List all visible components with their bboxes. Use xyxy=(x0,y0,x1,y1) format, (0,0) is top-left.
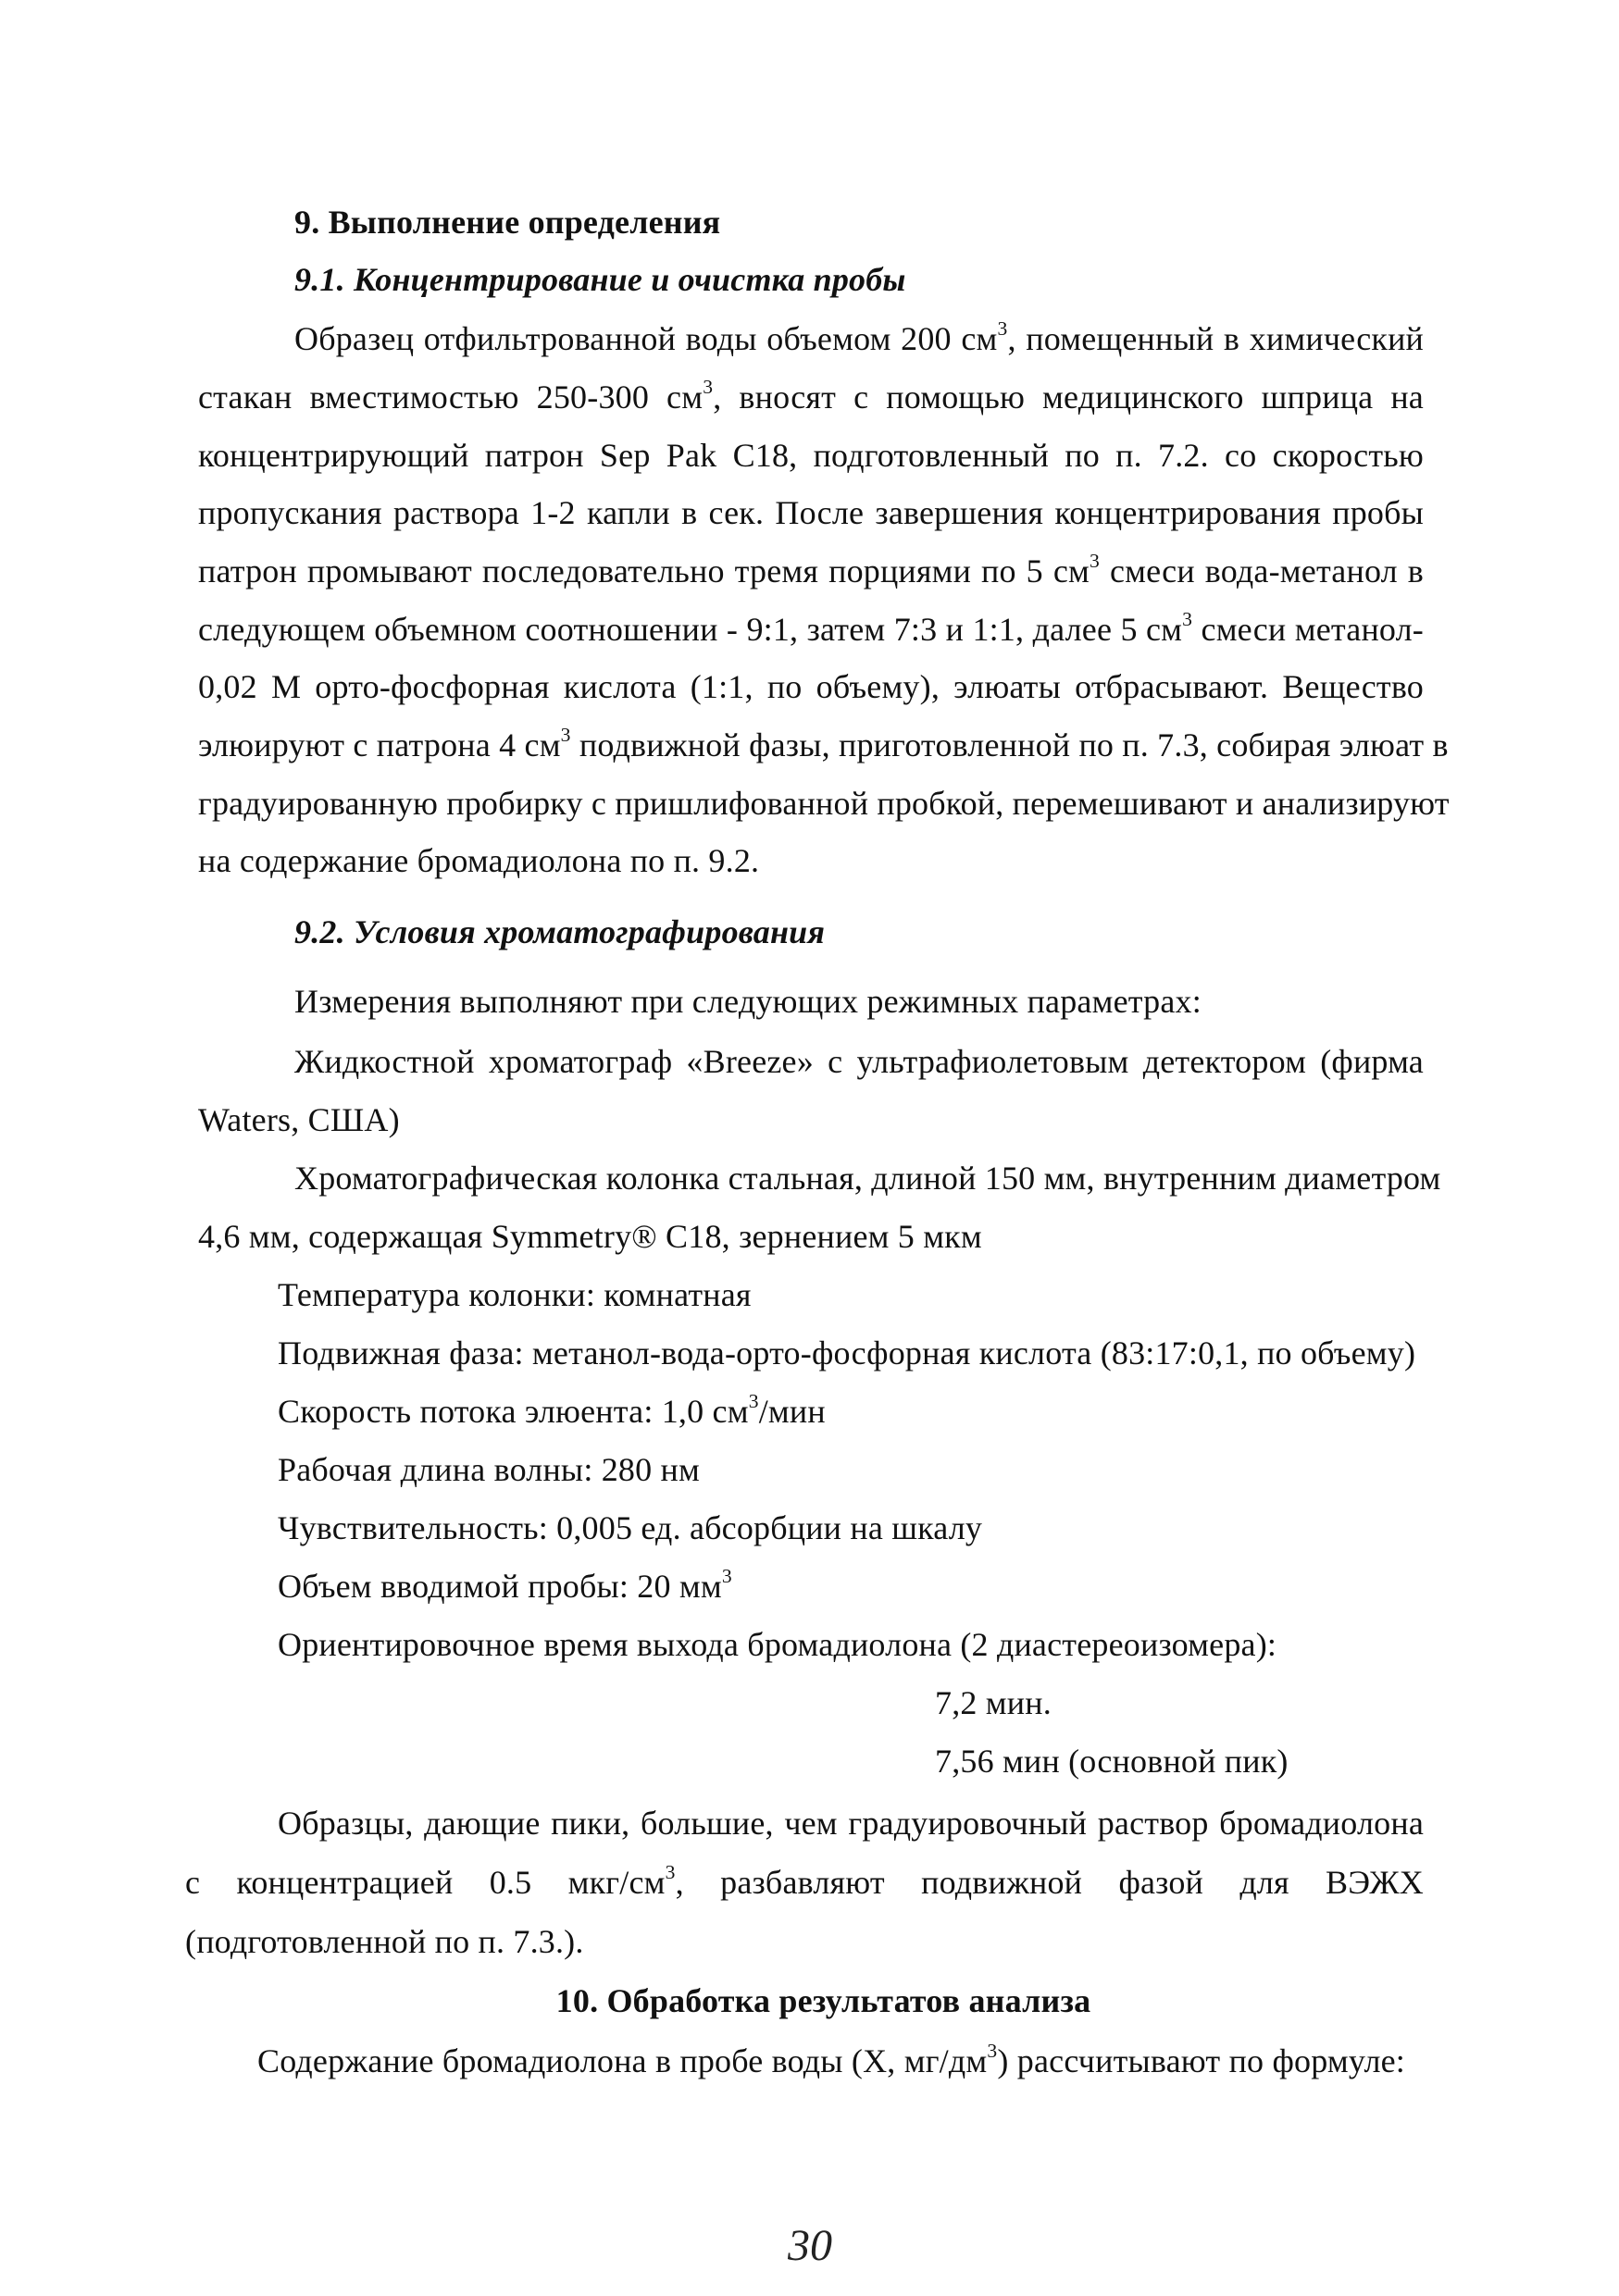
parameter-line: Подвижная фаза: метанол-вода-орто-фосфорная кислота (83:17:0,1, по объему) xyxy=(278,1334,1416,1371)
dilution-paragraph-line: с концентрацией 0.5 мкг/$см^3$, разбавляют подвижной фазой для ВЭЖХ xyxy=(185,1860,1424,1901)
subsection-9-1-heading: 9.1. Концентрирование и очистка пробы xyxy=(294,261,906,298)
parameter-line: Скорость потока элюента: 1,0 $см^3$/мин xyxy=(278,1389,826,1430)
paragraph-9-1-line: стакан вместимостью 250-300 $см^3$, вносят с помощью медицинского шприца на xyxy=(198,375,1424,416)
parameter-line: 7,2 мин. xyxy=(935,1684,1052,1721)
parameter-line: Объем вводимой пробы: 20 $мм^3$ xyxy=(278,1564,732,1605)
paragraph-9-1-line: градуированную пробирку с пришлифованной пробкой, перемешивают и анализируют xyxy=(198,785,1450,822)
dilution-paragraph-line: Образцы, дающие пики, большие, чем градуировочный раствор бромадиолона xyxy=(278,1805,1424,1842)
paragraph-9-1-line: 0,02 М орто-фосфорная кислота (1:1, по объему), элюаты отбрасывают. Вещество xyxy=(198,668,1424,705)
parameter-line: Хроматографическая колонка стальная, длиной 150 мм, внутренним диаметром xyxy=(294,1160,1441,1197)
parameter-line: Ориентировочное время выхода бромадиолона (2 диастереоизомера): xyxy=(278,1626,1277,1663)
paragraph-9-1-line: Образец отфильтрованной воды объемом 200 $см^3$, помещенный в химический xyxy=(294,316,1424,357)
paragraph-9-1-line: на содержание бромадиолона по п. 9.2. xyxy=(198,842,760,879)
parameter-line: Рабочая длина волны: 280 нм xyxy=(278,1451,700,1488)
paragraph-9-1-line: пропускания раствора 1-2 капли в сек. После завершения концентрирования пробы xyxy=(198,494,1424,531)
section-10-heading: 10. Обработка результатов анализа xyxy=(555,1982,1091,2019)
subsection-9-2-heading: 9.2. Условия хроматографирования xyxy=(294,913,826,950)
page-number: 30 xyxy=(788,2221,832,2270)
parameter-line: Waters, США) xyxy=(198,1101,400,1138)
paragraph-9-1-line: следующем объемном соотношении - 9:1, затем 7:3 и 1:1, далее 5 $см^3$ смеси метанол- xyxy=(198,607,1424,648)
section-9-heading: 9. Выполнение определения xyxy=(294,204,721,241)
paragraph-9-1-line: концентрирующий патрон Sep Pak C18, подготовленный по п. 7.2. со скоростью xyxy=(198,437,1424,474)
paragraph-9-1-line: патрон промывают последовательно тремя порциями по 5 $см^3$ смеси вода-метанол в xyxy=(198,549,1424,590)
formula-intro-line: Содержание бромадиолона в пробе воды (Х, $мг/дм^3$) рассчитывают по формуле: xyxy=(257,2039,1405,2079)
parameter-line: 4,6 мм, содержащая Symmetry® C18, зернением 5 мкм xyxy=(198,1218,982,1255)
parameters-intro: Измерения выполняют при следующих режимных параметрах: xyxy=(294,983,1202,1020)
paragraph-9-1-line: элюируют с патрона 4 $см^3$ подвижной фазы, приготовленной по п. 7.3, собирая элюат в xyxy=(198,723,1449,763)
parameter-line: 7,56 мин (основной пик) xyxy=(935,1743,1289,1780)
parameter-line: Жидкостной хроматограф «Breeze» с ультрафиолетовым детектором (фирма xyxy=(294,1043,1424,1080)
dilution-paragraph-line: (подготовленной по п. 7.3.). xyxy=(185,1923,584,1960)
parameter-line: Чувствительность: 0,005 ед. абсорбции на шкалу xyxy=(278,1509,983,1546)
parameter-line: Температура колонки: комнатная xyxy=(278,1276,752,1313)
